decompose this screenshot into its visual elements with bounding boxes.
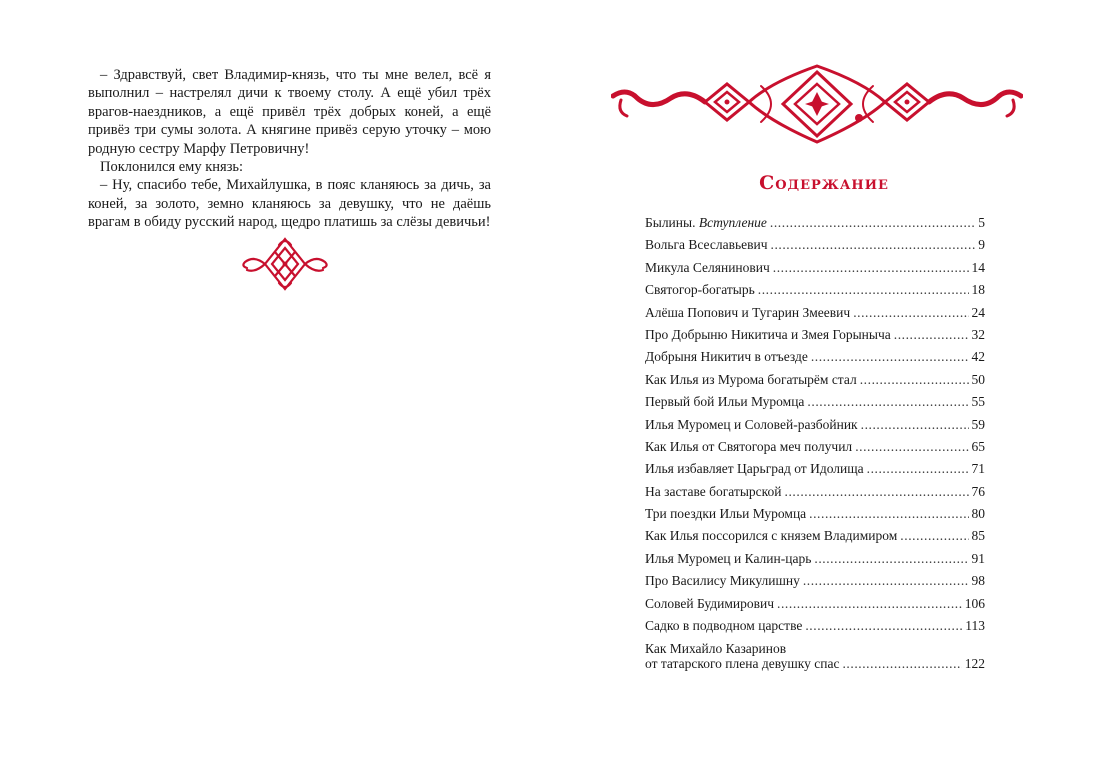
toc-entry-subtitle: Вступление <box>698 215 767 230</box>
toc-leader-dots <box>814 548 968 570</box>
toc-entry[interactable] <box>645 346 985 368</box>
toc-entry[interactable] <box>645 302 985 324</box>
toc-entry-title: Добрыня Никитич в отъезде <box>645 349 808 365</box>
toc-leader-dots <box>785 481 969 503</box>
toc-entry-title: Соловей Будимирович <box>645 595 775 611</box>
toc-page-number: 32 <box>971 326 985 342</box>
toc-leader-dots <box>807 391 968 413</box>
toc-entry-title: Былины. <box>645 215 696 230</box>
toc-entry-title: Вольга Всеславьевич <box>645 237 768 253</box>
story-paragraph: – Здравствуй, свет Владимир-князь, что ты мне велел, всё я выполнил – настрелял дичи к твоему столу. А ещё убил трёх врагов-наездников, а ещё привёл трёх добрых коней, а ещё привёз три сумы золота. А княгине привёз серую уточку – мою родную сестру Марфу Петровичну! <box>88 67 491 157</box>
toc-page-number: 85 <box>971 528 985 544</box>
toc-page-number: 122 <box>964 656 985 672</box>
toc-entry-title: Илья Муромец и Калин-царь <box>645 550 812 566</box>
toc-entry-title: Микула Селянинович <box>645 259 770 275</box>
toc-leader-dots <box>777 593 962 615</box>
toc-leader-dots <box>809 503 968 525</box>
story-paragraph: – Ну, спасибо тебе, Михайлушка, в пояс кланяюсь за дичь, за коней, за золото, земно кланяюсь за девушку, что не даёшь врагам в обиду русский народ, щедро платишь за слёзы девичьи! <box>88 177 491 231</box>
toc-leader-dots <box>771 234 976 256</box>
toc-page-number: 50 <box>971 371 985 387</box>
toc-entry-title: Первый бой Ильи Муромца <box>645 394 805 410</box>
toc-page-number: 42 <box>971 349 985 365</box>
toc-entry[interactable] <box>645 570 985 592</box>
toc-page-number: 80 <box>971 506 985 522</box>
toc-leader-dots <box>867 458 969 480</box>
toc-entry-title: Три поездки Ильи Муромца <box>645 506 807 522</box>
toc-leader-dots <box>803 570 969 592</box>
knot-ornament-icon <box>239 235 331 293</box>
toc-page-number: 55 <box>971 394 985 410</box>
toc-entry-title: Илья Муромец и Соловей-разбойник <box>645 416 858 432</box>
toc-leader-dots <box>894 324 969 346</box>
toc-leader-dots <box>855 436 968 458</box>
toc-page-number: 76 <box>971 483 985 499</box>
story-text <box>88 66 491 232</box>
toc-entry-title: Садко в подводном царстве <box>645 618 803 634</box>
toc-leader-dots <box>770 212 975 234</box>
story-paragraph: Поклонился ему князь: <box>100 159 244 176</box>
toc-entry[interactable] <box>645 324 985 346</box>
toc-entry[interactable] <box>645 436 985 458</box>
header-ornament-icon <box>611 62 1023 148</box>
toc-entry[interactable] <box>645 414 985 436</box>
toc-leader-dots <box>758 279 969 301</box>
toc-leader-dots <box>811 346 969 368</box>
toc-entry-title: Как Илья поссорился с князем Владимиром <box>645 528 898 544</box>
toc-entry[interactable] <box>645 615 985 637</box>
table-of-contents <box>645 212 985 671</box>
toc-page-number: 18 <box>971 282 985 298</box>
toc-entry[interactable] <box>645 234 985 256</box>
toc-page-number: 65 <box>971 438 985 454</box>
toc-title: Содержание <box>759 172 889 194</box>
toc-leader-dots <box>860 369 969 391</box>
toc-entry-title: Про Василису Микулишну <box>645 573 800 589</box>
toc-entry-title: Как Михайло Казаринов <box>645 641 787 657</box>
toc-entry-title: Илья избавляет Царьград от Идолища <box>645 461 864 477</box>
toc-entry[interactable] <box>645 391 985 413</box>
toc-page-number: 98 <box>971 573 985 589</box>
toc-entry-title: Святогор-богатырь <box>645 282 755 298</box>
toc-leader-dots <box>861 414 969 436</box>
toc-entry[interactable] <box>645 503 985 525</box>
toc-leader-dots <box>842 656 961 671</box>
toc-entry-title-continued: от татарского плена девушку спас <box>645 656 840 672</box>
toc-leader-dots <box>773 257 969 279</box>
toc-page-number: 24 <box>971 304 985 320</box>
toc-page-number: 113 <box>965 618 985 634</box>
toc-entry-title: Про Добрыню Никитича и Змея Горыныча <box>645 326 891 342</box>
toc-page-number: 106 <box>964 595 985 611</box>
toc-entry[interactable] <box>645 525 985 547</box>
toc-entry-title: Как Илья от Святогора меч получил <box>645 438 853 454</box>
toc-entry-title: Как Илья из Мурома богатырём стал <box>645 371 857 387</box>
toc-page-number: 14 <box>971 259 985 275</box>
toc-entry[interactable] <box>645 257 985 279</box>
toc-entry[interactable] <box>645 637 985 671</box>
toc-entry[interactable] <box>645 593 985 615</box>
toc-entry[interactable] <box>645 481 985 503</box>
toc-entry[interactable] <box>645 369 985 391</box>
right-page <box>549 0 1099 783</box>
toc-entry-title: Алёша Попович и Тугарин Змеевич <box>645 304 851 320</box>
toc-page-number: 9 <box>978 237 985 253</box>
toc-entry[interactable] <box>645 548 985 570</box>
toc-entry[interactable] <box>645 212 985 234</box>
toc-page-number: 5 <box>978 215 985 230</box>
toc-page-number: 59 <box>971 416 985 432</box>
toc-entry[interactable] <box>645 279 985 301</box>
toc-leader-dots <box>805 615 962 637</box>
toc-entry-title: На заставе богатырской <box>645 483 782 499</box>
toc-entry[interactable] <box>645 458 985 480</box>
toc-leader-dots <box>853 302 968 324</box>
toc-leader-dots <box>900 525 968 547</box>
toc-page-number: 71 <box>971 461 985 477</box>
toc-page-number: 91 <box>971 550 985 566</box>
left-page <box>0 0 549 783</box>
